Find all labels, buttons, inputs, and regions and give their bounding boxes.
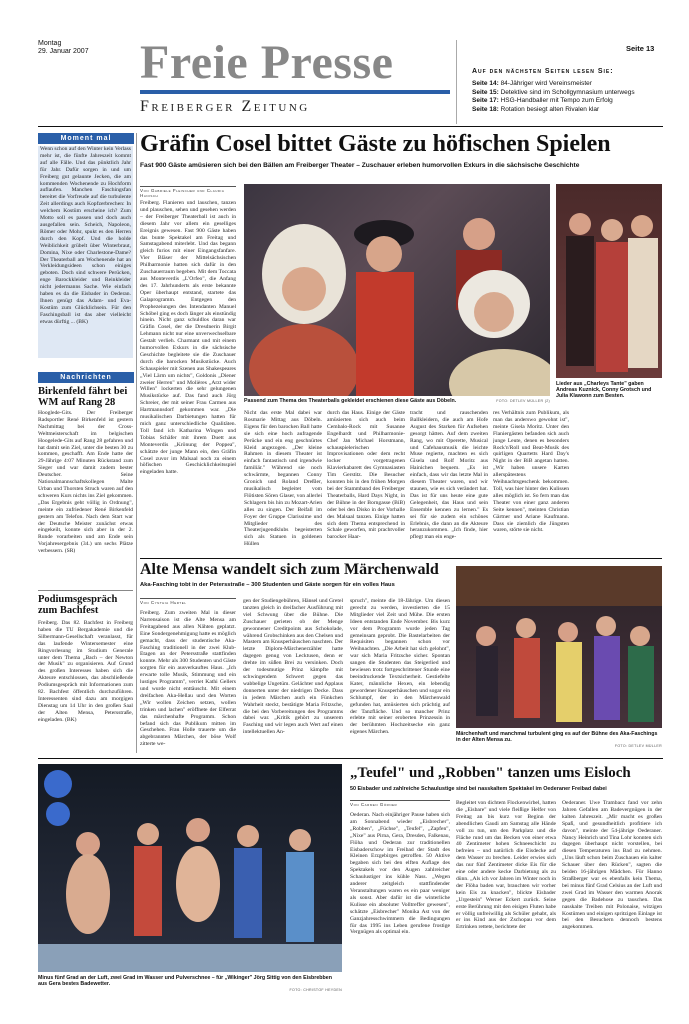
- masthead-bottom-rule: [38, 126, 663, 127]
- article1-headline: Gräfin Cosel bittet Gäste zu höfischen Spielen: [140, 131, 611, 157]
- toc-item[interactable]: Seite 17: HSG-Handballer mit Tempo zum Erfolg: [472, 97, 613, 105]
- theaterball-image: [244, 184, 550, 396]
- news1-title: Birkenfeld fährt bei WM auf Rang 28: [38, 386, 128, 408]
- article3-deck: 50 Eisbader und zahlreiche Schaulustige sind bei nasskaltem Spektakel im Oederaner Freibad dabei: [350, 786, 607, 792]
- toc-heading: Auf den nächsten Seiten lesen Sie:: [472, 68, 614, 75]
- charleys-tante-caption: Lieder aus „Charleys Tante" gaben Andreas Kuznick, Conny Grotsch und Julia Klawonn zum Besten.: [556, 381, 652, 400]
- theaterball-caption: Passend zum Thema des Theaterballs gekleidet erschienen diese Gäste aus Döbeln.: [244, 398, 457, 404]
- weekday: Montag: [38, 40, 62, 47]
- article2-deck: Aka-Fasching tobt in der Petersstraße – 300 Studenten und Gäste sorgen für ein volles Haus: [140, 582, 395, 588]
- article1-col2: Nicht das erste Mal dabei war Rosmarie Mittag aus Döbeln. Eigens für den barocken Ball hatte sie sich eine hoch aufragende Perücke und ein eng geschnürtes Kleid angezogen. „Der kleine Rahmen in diesem Theater ist einfach fantastisch und irgendwie familiär." Während sie noch schwärmte, begannen Conny Gronich und Roland Dreßler, musikalisch begleitet vom Flötisten Sören Glaser, von allerlei Schlagern bis hin zu Mozart-Arien alles zu singen. Der Beifall im Foyer der Gruppe Clarissime und Mitglieder des Theaterjugendklubs begeisterten sich als Statuen in goldenen Hüllen: [244, 410, 322, 548]
- article1-col3: durch das Haus. Einige der Gäste amüsierten sich auch beim Cembalo-Rock mit Susanne Engelhardt und Philharmonie-Chef Jan Michael Horstmann, schauspielerischen Improvisationen oder dem recht locker vorgetragenen Klavierkabarett des Gymnasiasten Tim Gerstitz. Die Besucher konnten bis in den frühen Morgen bei der Stammband des Freiberger Theaterballs, Hard Days Night, in der Bühne in der Borngasse (BiB) oder bei den Disko in der Vorhalle des Malsaal tanzen. Einige hatten sich dem Thema entsprechend in Schale geworfen, mit prachtvoller barocker Haar-: [327, 410, 405, 541]
- news2-title: Podiumsgespräch zum Bachfest: [38, 594, 118, 616]
- toc-list: [472, 80, 662, 114]
- article2-col1: Freiberg. Zum zweiten Mal in dieser Narrensaison ist die Alte Mensa am Freitagabend aus allen Nähten geplatzt. Eine Sondergenehmigung hatte es möglich gemacht, dass der studentische Aka-Fasching traditionell in der zwei Klub-Etagen an der Petersstraße stattfinden konnte. Mehr als 300 Studenten und Gäste sorgten für ein ausverkauftes Haus. „Ich erwarte tolle Musik, Stimmung und ein lustiges Programm", verriet Kathi Gellers und wurde nicht enttäuscht. Mit einem dreifachen Aka-Hellau und den Worten „Wir wollen Zeichen setzen, wollen trinken und lachen" eröffnete der Elferrat das märchenhafte Programm. Schon befand sich das Publikum mitten im Geschehen. Frau Holle trauerte um die abgebrannten Märchen, der böse Wolf zitterte we-: [140, 610, 236, 748]
- news-divider: [38, 590, 133, 591]
- toc-item[interactable]: Seite 15: Detektive sind im Schollgymnasium unterwegs: [472, 88, 635, 96]
- article3-col1: Oederan. Nach einjähriger Pause haben sich am Sonnabend wieder „Eisbrecher", „Robben", „Füchse", „Teufel", „Zapfen", „Nixe" aus Pirna, Gera, Dresden, Falkenau, Flöha und Oederan zur traditionellen Eisbaderschow im Freibad der Stadt des Kleinen Erzgebirges getroffen. 50 Aktive begaben sich bei den elften Auflage des Spektakels vor den Augen zahlreicher Schaulustiger ins kühle Nass. „Wegen anderer zeitgleich stattfindender Veranstaltungen waren es ein paar weniger als sonst. Aber dafür ist die winterliche Kulisse ein absoluter Volltreffer gewesen", schätzte „Eisbrecher" Monika Ast von der Ganzjahresschwimmern die Bedingungen für das 1995 ins Leben gerufene frostige Vergnügen als optimal ein.: [350, 812, 450, 936]
- aka-fasching-image: [456, 566, 662, 728]
- theaterball-credit: FOTO: DETLEV MÜLLER (2): [496, 399, 550, 403]
- article1-col4: tracht und rauschenden Ballkleidern, die auch am Hofe August des Starken für Aufsehen gesorgt hätten. Auf dem zweiten Rang, wo mit Operette, Musical und Cafehausmusik die leichte Muse regierte, machten es sich Gisela und Rolf Moritz aus Hainichen bequem. „Es ist einfach, dass wir das letzte Mal in diesem Theater waren, und wir staunen, wie es sich verändert hat. Das ist für uns heute eine gute Gelegenheit, das Haus und sein Ensemble kennen zu lernen." Es sei für sie zudem ein schönes Erlebnis, die dann an die Akteure heranzukommen. „Ich finde, hier pflegt man ein enge-: [410, 410, 488, 541]
- news-heading: Nachrichten: [38, 372, 134, 383]
- newspaper-subtitle: Freiberger Zeitung: [140, 98, 310, 115]
- eisbader-caption: Minus fünf Grad an der Luft, zwei Grad im Wasser und Pulverschnee – für „Wikinger" Jörg Sittig von den Eisbrebben aus Gera bestes Badewetter.: [38, 975, 332, 988]
- article2-col3: spruch", meinte die 18-Jährige. Um diesen gerecht zu werden, investierten die 15 Mitglieder viel Zeit und Mühe. Die ersten Ideen entstanden Ende November. Bis kurz vor dem Programm wurde jeden Tag gemeinsam geprobt. Die Bastelarbeiten der Requisiten begannen schon vor Weihnachten. „Die Arbeit hat sich gelohnt", war sich Maria Fritzsche sicher. Spontan sangen die Studenten das Steigerlied und bewiesen trotz fortgeschrittener Stunde eine beeindruckende Textsicherheit. Gestiefelte Kater, männliche Hexen, ein lebendig gewordener Knusperhäuschen und sogar ein Schlumpf, der in den Märchenwald gefunden hat, amüsierten sich prächtig auf der Tanzfläche. Und so mancher Prinz erlebte mit seiner eroberten Prinzessin in der berühmten Hochzeitsecke ein ganz eigenes Märchen.: [350, 598, 450, 736]
- article1-col1: Freiberg. Flanieren und lauschen, tanzen und plauschen, sehen und gesehen werden – der Freiberger Theaterball ist auch in diesem Jahr vor allem ein geselliges Ereignis gewesen. Fast 900 Gäste haben das bunte Spektakel am Freitag und Samstagabend miterlebt. Und das begann gleich furios mit einer Eingangsfanfare. Vier Bläser der Mittelsächsischen Philharmonie hatten sich dafür in den Zuschauerraum begeben. Mit dem Toccata aus Monteverdis „L'Orfeo", die Anfang des 17. Jahrhunderts als erste bekannte Oper überhaupt entstand, startete das Galaprogramm. Entgegen den Prophezeiungen des Intendanten Manuel Schöbel ging es doch länger als einstündig hinein. Nicht ganz schuldlos daran war Gräfin Cosel, der die Dresdnerin Birgit Lehmann nicht nur eine unverwechselbare Gestalt verlieh. Charmant und mit einem humorvollen Exkurs in die sächsische Geschichte begleitete sie die Zuschauer durch die barocken Musikstücke. Auch Schauspieler mit Szenen aus Shakespeares „Viel Lärm um nichts", Goldonis „Diener zweier Herren" und Molières „Arzt wider Willen" lockerten die sehr gelungenen Musikstücke auf. Das fand auch Jörg Schreier, der mit seiner Frau Carmen aus Hartmannsdorf gekommen war. „Die musikalischen Darbietungen hatten für mich ganz unterschiedliche Qualitäten. Toll fand ich Katharina Wingen und Tobias Schäfer mit ihrem Duett aus Monteverdis „Krönung der Poppea", schätzte der junge Mann ein, den Gräfin Cosel zuvor im Malsaal noch zu einem höfischen Geschicklichkeitsspiel eingeladen hatte.: [140, 200, 236, 476]
- page-number: Seite 13: [626, 44, 655, 53]
- sidebar-divider: [136, 133, 137, 753]
- moment-text: Wenn schon auf den Winter kein Verlass mehr ist, die fünfte Jahreszeit kommt auf alle Fälle. Und das pünktlich Jahr für Jahr. Dafür sorgen in und um Freiberg gut gelaunte Jecken, die am kommenden Wochenende zu Hochform auflaufen. Manchen Faschingsfan bereitet die Vorfreude auf die turbulente Zeit allerdings auch Kopfzerbrechen: In welchem Kostüm erscheine ich? Zum Motto soll es passen und doch auch ausgefallen sein. Scheich, Napoleon, Römer oder Mohr, spukt es den Herren durch den Kopf. Und die holde Weiblichkeit grübelt über Winterbraut, Domina, Nixe oder Charlestone-Dame? Der Theaterball am Wochenende hat an Verkleidungsideen schon einiges geboten. Doch sind schwere Perücken, enge Barockkleider und Reinkleider nicht jedermanns Sache. Wie einfach haben es da die Eisbader in Oederan. Ihnen genügt das Adam- und Eva-Kostüm zum Glücklichsein. Für den Faschingsball ist das aber vielleicht etwas dürftig ... (BK): [38, 146, 133, 358]
- news2-text: Freiberg. Das 82. Bachfest in Freiberg haben die TU Bergakademie und die Silbermann-Gesellschaft veranlasst, für das laufende Wintersemester eine Ringvorlesung im Studium Generale unter dem Thema „Bach – der Newton der Musik" zu organisieren. Auf Grund des großen Interesses haben sich die Akteure entschlossen, das abschließende Podiumsgespräch mit Informationen zum 82. Bachfest öffentlich durchzuführen. Interessenten sind dazu am morgigen Dienstag um 14 Uhr in den großen Saal der Alten Mensa, Petersstraße, eingeladen. (BK): [38, 620, 133, 723]
- eisbader-image: [38, 764, 342, 972]
- article3-col2: Begleitet von dichtem Flockenwirbel, hatten die „Eisbare" und viele fleißige Helfer von Freitag an bis kurz vor Beginn der abendlichen Gaudi am Samstag alle Hände voll zu tun, um den Parkplatz und die Fläche rund um das Becken von einer etwa 40 Zentimeter hohen Schneeschicht zu befreien – und natürlich die Eisdecke auf dem Wasser zu brechen. Leider erwies sich das nur fünf Zentimeter dicke Eis für die eine oder andere kecke Darbietung als zu dünn. „Als ich vor Jahren im Winter noch in der Flöha baden war, brauchten wir vorher kein Eis zu knacken", blickte Eisbader „Urgestein" Werner Eckert zurück. Seine erste Berührung mit den eisigen Fluten habe er völlig unfreiwillig als Schüler gehabt, als er ins Kind aus der Zschopau vor dem Ertrinken rettete, berichtete der: [456, 800, 556, 931]
- aka-fasching-caption: Märchenhaft und manchmal turbulent ging es auf der Bühne des Aka-Faschings in der Alten Mensa zu.: [456, 731, 658, 744]
- article2-col2: gen der Studiengebühren, Hänsel und Gretel tanzten gleich in dreifacher Ausführung mit viel Schwung über die Bühne. Die Zuschauer gerieten ob der Menge gewonnener Creditpoints aus Schokolade, während Grobschinken aus den Chelsen und Mastern am Knusperhäuschen naschten. Der letzte Diplom-Märchenerzähler hatte dagegen genug von Lecktusen, denn er drehte im süßen Brei zu versinken. Doch der todesmutige Prinz kämpfte mit schwingendem Schwert gegen das wabbelige Ungetüm. Gelächter und Applaus donnerten unter der niedrigen Decke. Dass in jedem Märchen auch ein Fünkchen Wahrheit steckt, bestätigte Maria Fritzsche, die bei den Vorbereitungen des Programms dabei war. „Kritik gehört zu unserem Fasching und wir legen auch Wert auf einen intellektuellen An-: [243, 598, 343, 736]
- moment-heading: Moment mal: [38, 133, 134, 144]
- aka-fasching-photo: [456, 566, 662, 728]
- masthead-divider: [456, 40, 457, 124]
- charleys-tante-image: [556, 184, 662, 378]
- eisbader-photo: [38, 764, 342, 972]
- article3-byline: Von Carmen Görner: [350, 800, 450, 807]
- charleys-tante-photo: [556, 184, 662, 378]
- article2-headline: Alte Mensa wandelt sich zum Märchenwald: [140, 561, 439, 578]
- masthead-rule: [140, 90, 450, 94]
- theaterball-photo: [244, 184, 550, 396]
- issue-date: [38, 40, 89, 56]
- toc-item[interactable]: Seite 14: 84-Jähriger wird Vereinsmeister: [472, 80, 592, 87]
- toc-item[interactable]: Seite 18: Rotation besiegt alten Rivalen klar: [472, 105, 600, 113]
- article1-deck: Fast 900 Gäste amüsieren sich bei den Bällen am Freiberger Theater – Zuschauer erleben humorvollen Exkurs in die sächsische Geschichte: [140, 162, 580, 169]
- article1-bottom-rule: [140, 558, 662, 559]
- article1-col5: res Verhältnis zum Publikum, als man das anderswo gewohnt ist", meinte Gisela Moritz. Unter den Flaniergästen befanden sich auch junge Leute, denen es besonders Rock'n'Roll und Beat-Musik des quirligen Quartetts Hard Day's Night in der BiB angetan hatten. „Wir haben unsere Karten allerspätestens Weihnachtsgeschenk bekommen. Toll, was hier hinter den Kulissen alles möglich ist. So fern man das Theater von einer ganz anderen Seite kennen", meinten Christian Gärtner und Ariane Kaufmann. Dass sie ziemlich die Jüngsten waren, störte sie nicht.: [493, 410, 569, 534]
- news1-text: Hooglede-Gits. Der Freiberger Radsportler René Birkenfeld ist gestern Nachmittag bei der Cross-Weltmeisterschaft im belgischen Hoogelede-Gits auf Rang 28 gefahren und hat damit sein Ziel, unter die besten 30 zu kommen, geschafft. Am Ende hatte der 29-Jährige 4:07 Minuten Rückstand zum Sieger und war damit zudem bester Deutscher. Seine Nationalmannschaftskollegen Malte Urban und Thorsten Struch waren auf den schweren Kurs nichts ins Ziel gekommen. „Das Ergebnis geht völlig in Ordnung", meinte ein zufriedener René Birkenfeld gestern am Telefon. Nach dem Start war der Deutsche Meister zunächst etwas eingekeilt, konnte sich aber in der 2. Runde vorarbeiten und am Ende sein Vorjahresergebnis (34.) um sechs Plätze verbessern. (SR): [38, 410, 133, 555]
- newspaper-title: Freie Presse: [140, 36, 394, 89]
- article1-byline: Von Gabriele Fleischer und Claudia Hanisch: [140, 186, 236, 198]
- article3-col3: Oederaner. Uwe Trambacz fand vor zehn Jahren Gefallen am Badevergnügen in der kalten Jahreszeit. „Mir macht es großen Spaß, und gesundheitlich profitiere ich davon", meinte der 54-jährige Oederaner. Nancy Heinrich und Tina Lohr konnten sich dagegen überhaupt nicht vorstellen, bei diesen Temperaturen ins Bad zu nehmen. „Uns läuft schon beim Zuschauen ein kalter Schauer über den Rücken", sagten die beiden 16-jährigen Mädchen. Für Hanno Straßberger war es ebenfalls kein Thema, bei minus fünf Grad Celsius an der Luft und zwei Grad im Wasser den warmen Anorak gegen die Badehose zu tauschen. Das nasskalte Treiben mit Polonaise, witzigen Kostümen und einigen spritzigen Einlage ist bei den Besuchern dennoch bestens angekommen.: [562, 800, 662, 931]
- eisbader-credit: FOTO: CHRISTOF HEYDEN: [289, 988, 342, 992]
- article3-headline: „Teufel" und „Robben" tanzen ums Eisloch: [350, 765, 631, 781]
- article2-bottom-rule: [38, 758, 663, 759]
- aka-fasching-credit: FOTO: DETLEV MÜLLER: [614, 744, 662, 748]
- article2-byline: Von Cynthia Hertel: [140, 598, 236, 605]
- date: 29. Januar 2007: [38, 48, 89, 55]
